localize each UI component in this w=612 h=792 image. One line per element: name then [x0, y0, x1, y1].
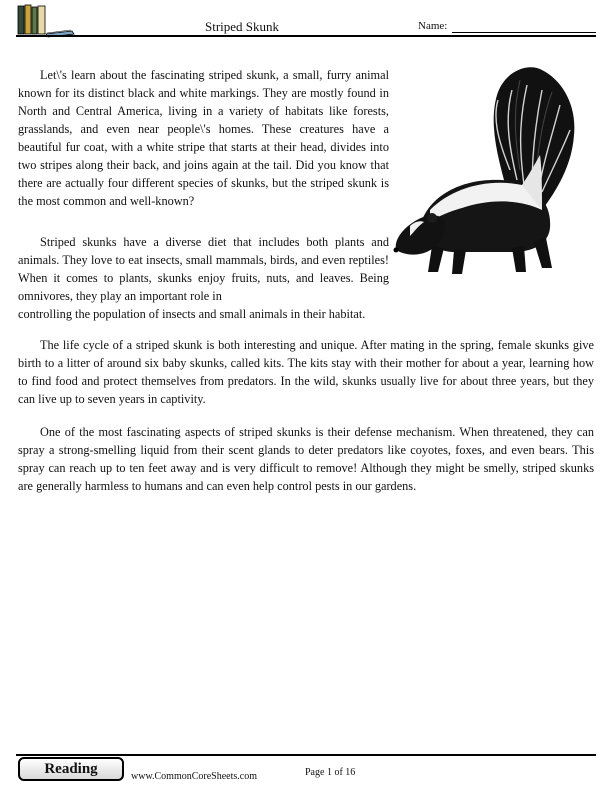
paragraph-diet-text: Striped skunks have a diverse diet that includes both plants and animals. They love to eat insects, small mammals, birds, and even reptiles! When it comes to plants, skunks enjoy fruits, nuts, and leaves. Being omnivores, they play an important role in	[18, 235, 389, 303]
name-label: Name:	[418, 20, 448, 32]
site-url[interactable]: www.CommonCoreSheets.com	[131, 771, 258, 782]
header-divider	[16, 35, 596, 37]
footer-divider	[16, 754, 596, 756]
paragraph-defense-text: One of the most fascinating aspects of striped skunks is their defense mechanism. When threatened, they can spray a strong-smelling liquid from their scent glands to deter predators like coyotes, foxes, and even bears. This spray can reach up to ten feet away and is very difficult to remove! Although they might be smelly, striped skunks are generally harmless to humans and can even help control pests in our gardens.	[18, 425, 594, 493]
page-number: Page 1 of 16	[305, 767, 356, 778]
page-header	[0, 0, 612, 40]
paragraph-defense	[18, 423, 594, 495]
paragraph-life-cycle-text: The life cycle of a striped skunk is both interesting and unique. After mating in the spring, female skunks give birth to a litter of around six baby skunks, called kits. The kits stay with their mother for about a year, learning how to find food and protect themselves from predators. In the wild, skunks usually live for about three years, but they can live up to seven years in captivity.	[18, 338, 594, 406]
paragraph-intro-text: Let\'s learn about the fascinating striped skunk, a small, furry animal known for its distinct black and white markings. They are mostly found in North and Central America, living in a variety of habitats like forests, grasslands, and even near people\'s homes. These creatures have a beautiful fur coat, with a white stripe that starts at their head, divides into two stripes along their back, and joins again at the tail. Did you know that there are actually four different species of skunks, but the striped skunk is the most common and well-known?	[18, 68, 389, 208]
subject-badge: Reading	[18, 757, 124, 781]
paragraph-intro	[18, 66, 389, 210]
page-title: Striped Skunk	[205, 19, 280, 34]
paragraph-diet-last-line: controlling the population of insects and small animals in their habitat.	[18, 307, 366, 321]
paragraph-life-cycle	[18, 336, 594, 408]
paragraph-diet	[18, 233, 389, 323]
name-line	[452, 32, 596, 33]
books-icon	[16, 4, 76, 38]
skunk-photo	[392, 60, 582, 285]
